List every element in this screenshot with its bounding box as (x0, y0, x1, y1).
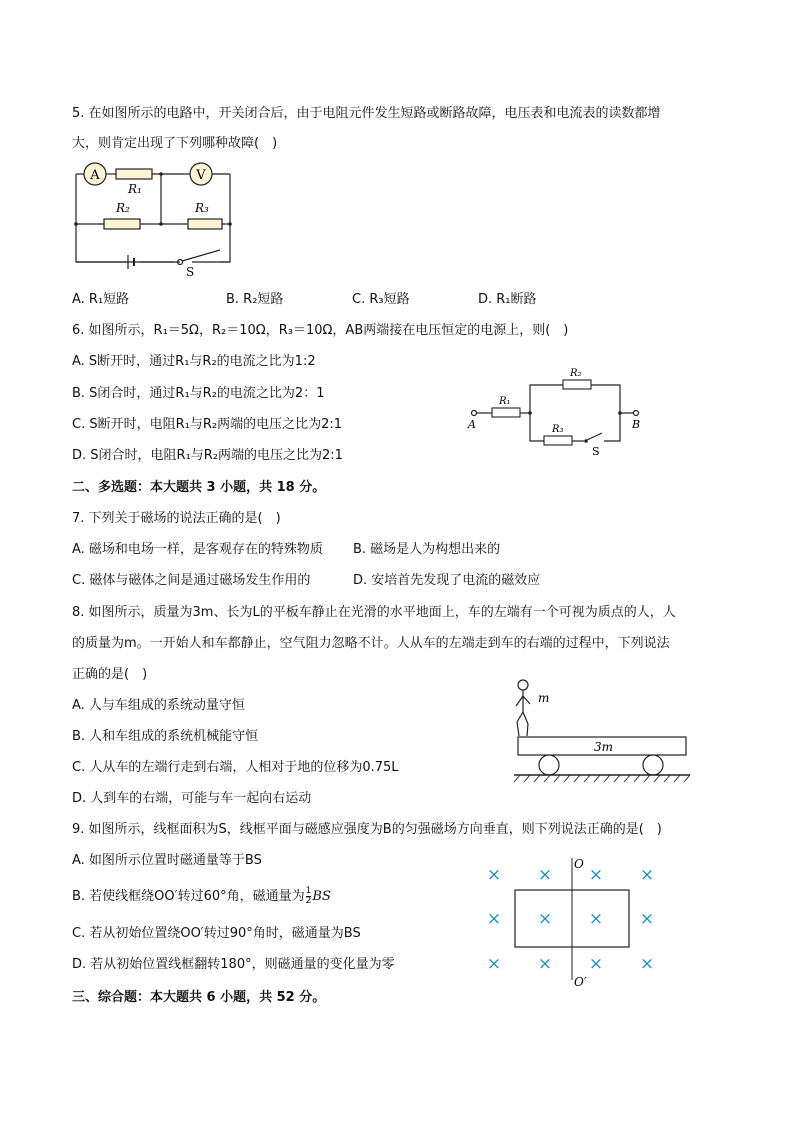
ammeter-label: A (90, 168, 100, 183)
q6-r2-resistor (563, 380, 591, 389)
q8-option-a[interactable]: A. 人与车组成的系统动量守恒 (72, 698, 245, 713)
field-mark-icon: × (486, 954, 502, 974)
q5-r2-resistor (104, 219, 140, 229)
terminal-b-label: B (632, 418, 641, 431)
q5-switch-blade (182, 250, 220, 261)
q8-option-b[interactable]: B. 人和车组成的系统机械能守恒 (72, 729, 259, 744)
ground-hatching (514, 775, 690, 782)
q6-option-d[interactable]: D. S闭合时，电阻R₁与R₂两端的电压之比为2:1 (72, 448, 343, 463)
terminal-a-label: A (468, 418, 476, 431)
section-2-heading: 二、多选题：本大题共 3 小题，共 18 分。 (72, 480, 326, 495)
field-mark-icon: × (639, 909, 655, 929)
q5-r2-label: R₂ (116, 201, 130, 215)
field-mark-icon: × (537, 909, 553, 929)
field-mark-icon: × (588, 954, 604, 974)
q6-stem: 6. 如图所示，R₁＝5Ω，R₂＝10Ω，R₃＝10Ω，AB两端接在电压恒定的电源上，则( ) (72, 323, 569, 338)
q5-option-d[interactable]: D. R₁断路 (478, 292, 537, 307)
cart-mass-label: 3m (594, 740, 614, 754)
person-mass-label: m (538, 691, 550, 705)
field-mark-icon: × (537, 954, 553, 974)
q9-option-b-fraction: $\frac{1}{2}$ (305, 886, 312, 906)
q6-r2-label: R₂ (570, 368, 582, 379)
q6-r1-resistor (492, 408, 520, 417)
q6-switch-blade (587, 433, 602, 440)
q5-option-b[interactable]: B. R₂短路 (226, 292, 284, 307)
q8-option-c[interactable]: C. 人从车的左端行走到右端，人相对于地的位移为0.75L (72, 760, 399, 775)
field-mark-icon: × (588, 909, 604, 929)
q9-option-b-tail: BS (312, 889, 331, 904)
q8-stem-line1: 8. 如图所示，质量为3m、长为L的平板车静止在光滑的水平地面上，车的左端有一个可视为质点的人，人 (72, 605, 676, 620)
q9-option-d[interactable]: D. 若从初始位置线框翻转180°，则磁通量的变化量为零 (72, 957, 395, 972)
section-3-heading: 三、综合题：本大题共 6 小题，共 52 分。 (72, 990, 326, 1005)
q5-r1-resistor (116, 169, 152, 179)
q9-option-b[interactable] (72, 887, 331, 906)
q6-option-b[interactable]: B. S闭合时，通过R₁与R₂的电流之比为2：1 (72, 386, 325, 401)
q8-stem-line2: 的质量为m。一开始人和车都静止，空气阻力忽略不计。人从车的左端走到车的右端的过程中，下列说法 (72, 636, 670, 651)
cart-left-wheel (539, 755, 559, 775)
q5-r3-label: R₃ (195, 201, 209, 215)
q7-option-c[interactable]: C. 磁体与磁体之间是通过磁场发生作用的 (72, 573, 311, 588)
q9-magnetic-field-figure (478, 852, 668, 992)
q8-cart-figure (512, 676, 692, 786)
q5-stem-line2: 大，则肯定出现了下列哪种故障( ) (72, 136, 278, 151)
field-mark-icon: × (486, 865, 502, 885)
q8-stem-line3: 正确的是( ) (72, 667, 148, 682)
field-mark-icon: × (486, 909, 502, 929)
field-mark-icon: × (537, 865, 553, 885)
q6-option-c[interactable]: C. S断开时，电阻R₁与R₂两端的电压之比为2:1 (72, 417, 343, 432)
q9-option-a[interactable]: A. 如图所示位置时磁通量等于BS (72, 853, 262, 868)
voltmeter-label: V (196, 168, 206, 183)
q5-r1-label: R₁ (128, 182, 142, 196)
field-mark-icon: × (639, 865, 655, 885)
q5-r3-resistor (188, 219, 222, 229)
q9-stem: 9. 如图所示，线框面积为S，线框平面与磁感应强度为B的匀强磁场方向垂直，则下列说法正确的是( ) (72, 822, 662, 837)
terminal-b (634, 411, 639, 416)
q7-option-b[interactable]: B. 磁场是人为构想出来的 (353, 542, 501, 557)
person-icon (516, 680, 530, 736)
q5-circuit-figure (70, 160, 240, 280)
q5-stem-line1: 5. 在如图所示的电路中，开关闭合后，由于电阻元件发生短路或断路故障，电压表和电流表的读数都增 (72, 106, 661, 121)
q6-r1-label: R₁ (499, 396, 511, 407)
cart-right-wheel (643, 755, 663, 775)
terminal-a (472, 411, 477, 416)
q9-option-c[interactable]: C. 若从初始位置绕OO′转过90°角时，磁通量为BS (72, 926, 361, 941)
q6-r3-label: R₃ (552, 424, 564, 435)
q5-option-c[interactable]: C. R₃短路 (352, 292, 410, 307)
q5-switch-label: S (186, 265, 195, 279)
q7-option-a[interactable]: A. 磁场和电场一样，是客观存在的特殊物质 (72, 542, 323, 557)
q6-option-a[interactable]: A. S断开时，通过R₁与R₂的电流之比为1:2 (72, 354, 316, 369)
q7-option-d[interactable]: D. 安培首先发现了电流的磁效应 (353, 573, 541, 588)
field-mark-icon: × (588, 865, 604, 885)
q9-option-b-text: B. 若使线框绕OO′转过60°角，磁通量为 (72, 889, 305, 904)
q6-circuit-figure (466, 360, 646, 460)
field-mark-icon: × (639, 954, 655, 974)
q5-option-a[interactable]: A. R₁短路 (72, 292, 130, 307)
q7-stem: 7. 下列关于磁场的说法正确的是( ) (72, 511, 281, 526)
axis-bottom-label: O′ (574, 975, 587, 989)
q8-option-d[interactable]: D. 人到车的右端，可能与车一起向右运动 (72, 791, 312, 806)
axis-top-label: O (574, 857, 584, 871)
q6-switch-label: S (592, 445, 600, 458)
q6-r3-resistor (544, 436, 572, 445)
